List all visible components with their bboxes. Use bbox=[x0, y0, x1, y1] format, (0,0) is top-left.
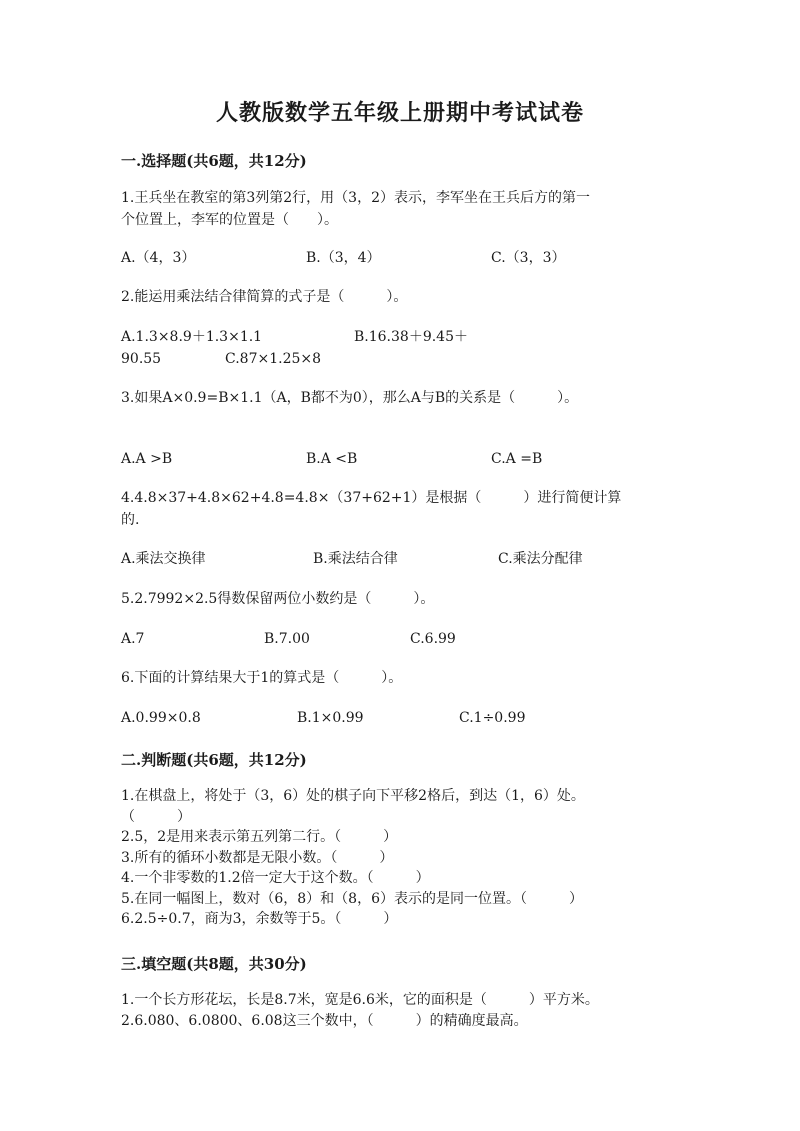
question-1-line-2: 个位置上，李军的位置是（ ）。 bbox=[121, 212, 338, 228]
option-b: B.7.00 bbox=[264, 631, 310, 647]
question-5 bbox=[121, 588, 681, 610]
question-1 bbox=[121, 187, 681, 231]
question-5-options bbox=[121, 628, 681, 650]
judge-line: （ ） bbox=[121, 808, 191, 825]
question-3-line-1: 3.如果A×0.9=B×1.1（A，B都不为0），那么A与B的关系是（ ）。 bbox=[121, 390, 579, 406]
question-1-options bbox=[121, 247, 681, 269]
option-b: B.（3，4） bbox=[306, 250, 381, 266]
judge-line: 3.所有的循环小数都是无限小数。（ ） bbox=[121, 849, 394, 866]
section-heading-judge: 二.判断题(共6题，共12分) bbox=[121, 751, 307, 769]
judge-line: 1.在棋盘上，将处于（3，6）处的棋子向下平移2格后，到达（1，6）处。 bbox=[121, 788, 585, 804]
section-heading-fill: 三.填空题(共8题，共30分) bbox=[121, 955, 307, 973]
question-2 bbox=[121, 286, 681, 308]
judge-line: 2.5，2是用来表示第五列第二行。（ ） bbox=[121, 829, 398, 845]
fill-line: 2.6.080、6.0800、6.08这三个数中，（ ）的精确度最高。 bbox=[121, 1013, 528, 1029]
option-c: C.6.99 bbox=[410, 631, 456, 647]
fill-questions bbox=[121, 990, 681, 1032]
option-c: C.1÷0.99 bbox=[459, 710, 526, 726]
option-a: A.A >B bbox=[121, 451, 173, 467]
option-b: B.A <B bbox=[306, 451, 358, 467]
option-a: A.（4，3） bbox=[121, 250, 196, 266]
question-6-line-1: 6.下面的计算结果大于1的算式是（ ）。 bbox=[121, 670, 403, 686]
option-b-continued: 90.55 bbox=[121, 351, 162, 367]
option-b: B.1×0.99 bbox=[297, 710, 364, 726]
question-3-options bbox=[121, 448, 681, 470]
question-1-line-1: 1.王兵坐在教室的第3列第2行，用（3，2）表示，李军坐在王兵后方的第一 bbox=[121, 190, 590, 206]
option-c: C.A =B bbox=[491, 451, 543, 467]
question-6 bbox=[121, 667, 681, 689]
option-a: A.乘法交换律 bbox=[121, 551, 206, 567]
question-4 bbox=[121, 487, 681, 531]
judge-line: 5.在同一幅图上，数对（6，8）和（8，6）表示的是同一位置。（ ） bbox=[121, 890, 583, 907]
question-4-line-2: 的. bbox=[121, 512, 140, 528]
option-c: C.乘法分配律 bbox=[498, 551, 583, 567]
option-a: A.1.3×8.9＋1.3×1.1 bbox=[121, 329, 263, 345]
judge-questions bbox=[121, 786, 681, 930]
question-2-line-1: 2.能运用乘法结合律简算的式子是（ ）。 bbox=[121, 289, 408, 305]
question-6-options bbox=[121, 707, 681, 729]
option-c: C.（3，3） bbox=[491, 250, 566, 266]
option-b: B.16.38＋9.45＋ bbox=[354, 329, 468, 345]
judge-line: 6.2.5÷0.7，商为3，余数等于5。（ ） bbox=[121, 911, 398, 927]
section-heading-choice: 一.选择题(共6题，共12分) bbox=[121, 152, 307, 170]
option-a: A.0.99×0.8 bbox=[121, 710, 201, 726]
question-5-line-1: 5.2.7992×2.5得数保留两位小数约是（ ）。 bbox=[121, 591, 435, 607]
judge-line: 4.一个非零数的1.2倍一定大于这个数。（ ） bbox=[121, 870, 430, 886]
fill-line: 1.一个长方形花坛，长是8.7米，宽是6.6米，它的面积是（ ）平方米。 bbox=[121, 992, 599, 1008]
exam-title: 人教版数学五年级上册期中考试试卷 bbox=[215, 100, 584, 126]
option-a: A.7 bbox=[121, 631, 145, 647]
question-4-options bbox=[121, 548, 681, 570]
question-4-line-1: 4.4.8×37+4.8×62+4.8=4.8×（37+62+1）是根据（ ）进行简便计算 bbox=[121, 490, 622, 506]
option-b: B.乘法结合律 bbox=[313, 551, 398, 567]
option-c: C.87×1.25×8 bbox=[225, 351, 322, 367]
question-2-options bbox=[121, 326, 681, 370]
question-3 bbox=[121, 387, 681, 409]
